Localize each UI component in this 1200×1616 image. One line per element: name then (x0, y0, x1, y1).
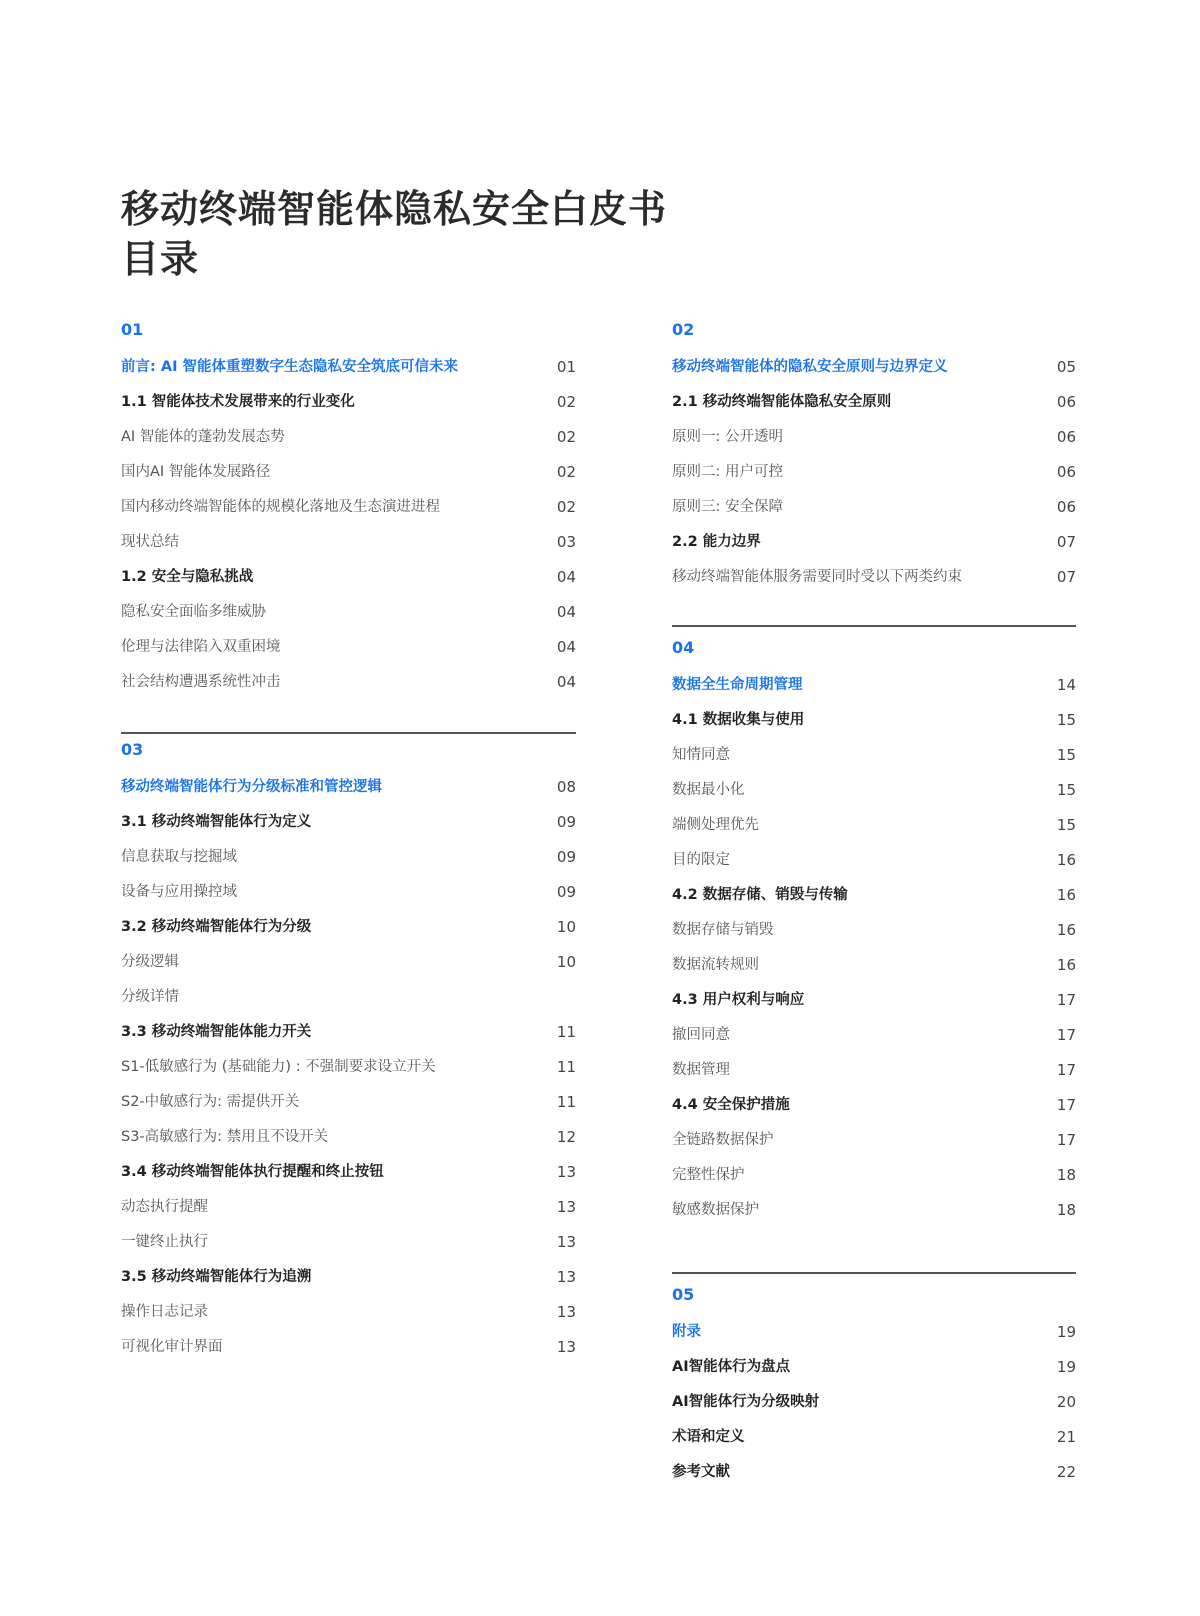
entry-title: 一键终止执行 (121, 1234, 208, 1250)
toc-entry[interactable] (121, 1260, 576, 1295)
toc-entry[interactable] (672, 525, 1076, 560)
entry-page: 04 (556, 603, 576, 621)
entry-title: 分级逻辑 (121, 954, 179, 970)
entry-page: 09 (556, 883, 576, 901)
toc-entry[interactable] (672, 385, 1076, 420)
entry-title: 3.1 移动终端智能体行为定义 (121, 814, 312, 830)
entry-title: 原则二: 用户可控 (672, 464, 783, 480)
entry-title: 数据最小化 (672, 782, 745, 798)
toc-entry[interactable] (121, 1225, 576, 1260)
toc-entry[interactable] (672, 878, 1076, 913)
entry-page: 08 (556, 778, 576, 796)
toc-section-05 (672, 1283, 1076, 1490)
toc-entry[interactable] (672, 668, 1076, 703)
toc-entry[interactable] (121, 1155, 576, 1190)
entry-page: 06 (1056, 428, 1076, 446)
entry-page: 06 (1056, 498, 1076, 516)
entry-title: 移动终端智能体服务需要同时受以下两类约束 (672, 569, 962, 585)
toc-entry[interactable] (121, 665, 576, 700)
title-line-2: 目录 (121, 237, 200, 281)
toc-entry[interactable] (672, 455, 1076, 490)
entry-page: 02 (556, 498, 576, 516)
entry-page: 15 (1056, 816, 1076, 834)
entry-page: 10 (556, 953, 576, 971)
toc-entry[interactable] (672, 1123, 1076, 1158)
entry-page: 13 (556, 1268, 576, 1286)
toc-entry[interactable] (672, 773, 1076, 808)
entry-title: 数据存储与销毁 (672, 922, 774, 938)
toc-entry[interactable] (672, 490, 1076, 525)
toc-entry[interactable] (121, 595, 576, 630)
entry-title: 3.2 移动终端智能体行为分级 (121, 919, 312, 935)
entry-page: 13 (556, 1163, 576, 1181)
entry-page: 19 (1056, 1358, 1076, 1376)
entry-title: 原则三: 安全保障 (672, 499, 783, 515)
toc-entry[interactable] (672, 420, 1076, 455)
entry-page: 11 (556, 1058, 576, 1076)
entry-title: 动态执行提醒 (121, 1199, 208, 1215)
entry-page: 18 (1056, 1166, 1076, 1184)
toc-entry[interactable] (672, 350, 1076, 385)
toc-entry[interactable] (121, 840, 576, 875)
entry-title: 隐私安全面临多维威胁 (121, 604, 266, 620)
toc-entry[interactable] (121, 350, 576, 385)
entry-page: 15 (1056, 711, 1076, 729)
toc-entry[interactable] (672, 1053, 1076, 1088)
entry-title: AI 智能体的蓬勃发展态势 (121, 429, 285, 445)
toc-entry[interactable] (672, 1420, 1076, 1455)
toc-entry[interactable] (121, 875, 576, 910)
entry-page: 18 (1056, 1201, 1076, 1219)
toc-entry[interactable] (121, 560, 576, 595)
entry-page: 22 (1056, 1463, 1076, 1481)
entry-title: 数据管理 (672, 1062, 730, 1078)
toc-entry[interactable] (672, 560, 1076, 595)
entry-title: 1.2 安全与隐私挑战 (121, 569, 254, 585)
page-title (121, 184, 667, 284)
entry-page: 13 (556, 1198, 576, 1216)
entry-title: 国内AI 智能体发展路径 (121, 464, 271, 480)
entry-page: 17 (1056, 1131, 1076, 1149)
toc-entry[interactable] (121, 945, 576, 980)
toc-entry[interactable] (121, 1015, 576, 1050)
entry-title: 数据流转规则 (672, 957, 759, 973)
entry-page: 16 (1056, 956, 1076, 974)
entry-title: 4.4 安全保护措施 (672, 1097, 790, 1113)
entry-title: 术语和定义 (672, 1429, 745, 1445)
toc-section-01 (121, 318, 576, 700)
entry-page: 16 (1056, 851, 1076, 869)
toc-entry[interactable] (672, 1158, 1076, 1193)
entry-page: 14 (1056, 676, 1076, 694)
toc-entry[interactable] (672, 1018, 1076, 1053)
entry-page: 10 (556, 918, 576, 936)
section-divider (672, 1272, 1076, 1274)
entry-title: 4.1 数据收集与使用 (672, 712, 805, 728)
section-number: 02 (672, 320, 695, 339)
toc-entry[interactable] (121, 1085, 576, 1120)
toc-section-03 (121, 738, 576, 1365)
entry-title: 附录 (672, 1324, 701, 1340)
entry-title: 国内移动终端智能体的规模化落地及生态演进进程 (121, 499, 440, 515)
entry-title: AI智能体行为盘点 (672, 1359, 791, 1375)
toc-entry[interactable] (672, 703, 1076, 738)
toc-entry[interactable] (672, 738, 1076, 773)
section-divider (672, 625, 1076, 627)
toc-section-04 (672, 636, 1076, 1228)
entry-title: 3.3 移动终端智能体能力开关 (121, 1024, 312, 1040)
section-number: 04 (672, 638, 695, 657)
entry-page: 01 (556, 358, 576, 376)
entry-page: 15 (1056, 781, 1076, 799)
toc-entry[interactable] (121, 1050, 576, 1085)
entry-page: 19 (1056, 1323, 1076, 1341)
entry-page: 04 (556, 673, 576, 691)
entry-title: 可视化审计界面 (121, 1339, 223, 1355)
entry-title: 目的限定 (672, 852, 730, 868)
entry-title: 移动终端智能体的隐私安全原则与边界定义 (672, 359, 948, 375)
entry-page: 13 (556, 1303, 576, 1321)
entry-title: AI智能体行为分级映射 (672, 1394, 820, 1410)
entry-title: 4.3 用户权利与响应 (672, 992, 805, 1008)
entry-title: 操作日志记录 (121, 1304, 208, 1320)
entry-title: 设备与应用操控域 (121, 884, 237, 900)
entry-title: 数据全生命周期管理 (672, 677, 803, 693)
entry-title: 现状总结 (121, 534, 179, 550)
toc-entry[interactable] (121, 1330, 576, 1365)
toc-entry[interactable] (121, 980, 576, 1015)
entry-page: 16 (1056, 886, 1076, 904)
toc-entry[interactable] (672, 1385, 1076, 1420)
entry-page: 20 (1056, 1393, 1076, 1411)
entry-title: 撤回同意 (672, 1027, 730, 1043)
entry-page: 02 (556, 393, 576, 411)
toc-entry[interactable] (672, 1315, 1076, 1350)
toc-entry[interactable] (121, 420, 576, 455)
entry-page: 13 (556, 1338, 576, 1356)
entry-title: S2-中敏感行为: 需提供开关 (121, 1094, 300, 1110)
entry-title: 2.1 移动终端智能体隐私安全原则 (672, 394, 892, 410)
entry-page: 11 (556, 1023, 576, 1041)
section-number: 05 (672, 1285, 695, 1304)
entry-title: 3.4 移动终端智能体执行提醒和终止按钮 (121, 1164, 384, 1180)
toc-entry[interactable] (672, 1193, 1076, 1228)
entry-page: 17 (1056, 1096, 1076, 1114)
toc-entry[interactable] (672, 808, 1076, 843)
entry-page: 02 (556, 463, 576, 481)
entry-title: 4.2 数据存储、销毁与传输 (672, 887, 848, 903)
entry-page: 07 (1056, 568, 1076, 586)
entry-page: 02 (556, 428, 576, 446)
entry-title: 原则一: 公开透明 (672, 429, 783, 445)
toc-entry[interactable] (121, 1295, 576, 1330)
entry-title: 分级详情 (121, 989, 179, 1005)
entry-title: 社会结构遭遇系统性冲击 (121, 674, 281, 690)
toc-entry[interactable] (121, 1190, 576, 1225)
entry-page: 05 (1056, 358, 1076, 376)
entry-title: 2.2 能力边界 (672, 534, 761, 550)
entry-page: 17 (1056, 1061, 1076, 1079)
entry-page: 04 (556, 638, 576, 656)
toc-entry[interactable] (672, 983, 1076, 1018)
entry-title: 参考文献 (672, 1464, 730, 1480)
toc-entry[interactable] (121, 455, 576, 490)
entry-title: 敏感数据保护 (672, 1202, 759, 1218)
entry-title: 前言: AI 智能体重塑数字生态隐私安全筑底可信未来 (121, 359, 459, 375)
toc-entry[interactable] (121, 770, 576, 805)
entry-title: 端侧处理优先 (672, 817, 759, 833)
toc-entry[interactable] (672, 1088, 1076, 1123)
title-line-1: 移动终端智能体隐私安全白皮书 (121, 187, 668, 231)
entry-title: 1.1 智能体技术发展带来的行业变化 (121, 394, 355, 410)
entry-title: S1-低敏感行为 (基础能力) : 不强制要求设立开关 (121, 1059, 436, 1075)
toc-entry[interactable] (121, 525, 576, 560)
entry-page: 16 (1056, 921, 1076, 939)
entry-page: 12 (556, 1128, 576, 1146)
toc-entry[interactable] (672, 843, 1076, 878)
entry-page: 06 (1056, 463, 1076, 481)
entry-page: 07 (1056, 533, 1076, 551)
entry-page: 15 (1056, 746, 1076, 764)
toc-entry[interactable] (121, 385, 576, 420)
toc-entry[interactable] (672, 913, 1076, 948)
entry-page: 09 (556, 848, 576, 866)
toc-entry[interactable] (121, 1120, 576, 1155)
toc-entry[interactable] (121, 910, 576, 945)
entry-title: 知情同意 (672, 747, 730, 763)
entry-title: 信息获取与挖掘域 (121, 849, 237, 865)
entry-page: 04 (556, 568, 576, 586)
toc-entry[interactable] (672, 948, 1076, 983)
section-number: 03 (121, 740, 144, 759)
entry-page: 13 (556, 1233, 576, 1251)
section-number: 01 (121, 320, 144, 339)
section-divider (121, 732, 576, 734)
entry-title: 伦理与法律陷入双重困境 (121, 639, 281, 655)
toc-entry[interactable] (121, 805, 576, 840)
entry-page: 09 (556, 813, 576, 831)
entry-title: 移动终端智能体行为分级标准和管控逻辑 (121, 779, 382, 795)
toc-entry[interactable] (121, 490, 576, 525)
toc-entry[interactable] (121, 630, 576, 665)
entry-page: 21 (1056, 1428, 1076, 1446)
entry-title: 全链路数据保护 (672, 1132, 774, 1148)
entry-page: 17 (1056, 1026, 1076, 1044)
entry-page: 03 (556, 533, 576, 551)
entry-title: S3-高敏感行为: 禁用且不设开关 (121, 1129, 329, 1145)
entry-page: 06 (1056, 393, 1076, 411)
entry-page: 17 (1056, 991, 1076, 1009)
entry-title: 3.5 移动终端智能体行为追溯 (121, 1269, 312, 1285)
entry-page: 11 (556, 1093, 576, 1111)
entry-title: 完整性保护 (672, 1167, 745, 1183)
toc-section-02 (672, 318, 1076, 595)
toc-entry[interactable] (672, 1350, 1076, 1385)
toc-entry[interactable] (672, 1455, 1076, 1490)
